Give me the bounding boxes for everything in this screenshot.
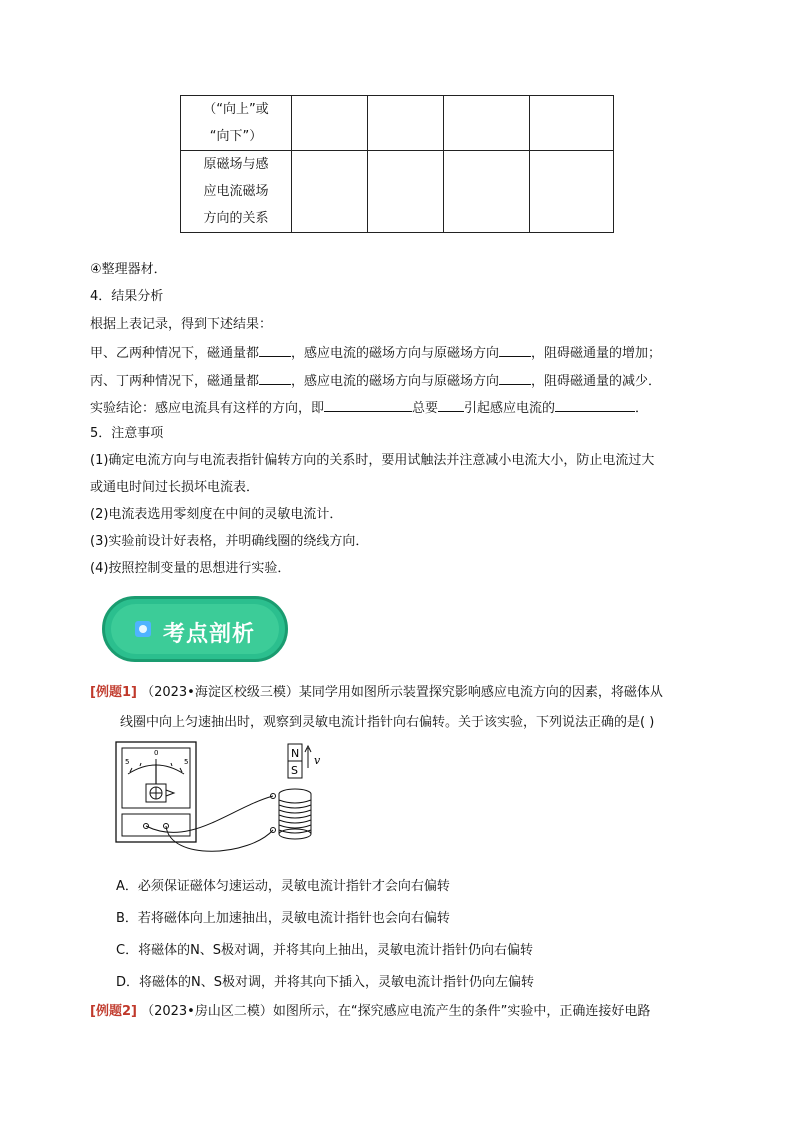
text: ，感应电流的磁场方向与原磁场方向 (291, 374, 500, 389)
table-cell (530, 96, 614, 151)
text: ，阻碍磁通量的减少． (531, 374, 662, 389)
table-cell-text: 方向的关系 (203, 211, 269, 226)
table-cell (292, 151, 368, 233)
fill-blank (499, 344, 531, 357)
text: ，感应电流的磁场方向与原磁场方向 (291, 346, 500, 361)
magnet-n-label: N (291, 747, 300, 760)
observation-table (180, 95, 614, 233)
badge-label: 考点剖析 (163, 622, 256, 647)
example-tag: [例题2] (90, 1004, 137, 1019)
experiment-figure (110, 738, 340, 860)
scale-label-left: 5 (125, 758, 130, 766)
text: 总要 (412, 401, 439, 416)
text: 甲、乙两种情况下，磁通量都 (90, 346, 260, 361)
fill-blank (259, 372, 291, 385)
table-cell-text: 原磁场与感 (203, 157, 269, 172)
table-row-header (181, 151, 292, 233)
option-b: B．若将磁体向上加速抽出，灵敏电流计指针也会向右偏转 (116, 911, 450, 926)
fill-blank (259, 344, 291, 357)
fill-blank (324, 399, 412, 412)
option-c: C．将磁体的N、S极对调，并将其向上抽出，灵敏电流计指针仍向右偏转 (116, 943, 534, 958)
table-cell-text: （“向上”或 (203, 102, 269, 117)
text: 实验结论：感应电流具有这样的方向，即 (90, 401, 325, 416)
table-cell-text: “向下”） (209, 129, 263, 144)
example-1-line-1 (90, 685, 663, 701)
note-1: (1)确定电流方向与电流表指针偏转方向的关系时，要用试触法并注意减小电流大小，防止电流过大 (90, 453, 655, 468)
result-line-2 (90, 372, 661, 390)
text: 丙、丁两种情况下，磁通量都 (90, 374, 260, 389)
section-heading-5: 5．注意事项 (90, 426, 164, 441)
galvanometer-base (122, 814, 190, 836)
note-4: (4)按照控制变量的思想进行实验． (90, 561, 291, 576)
fill-blank (499, 372, 531, 385)
note-3: (3)实验前设计好表格，并明确线圈的绕线方向． (90, 534, 369, 549)
example-source: （2023•海淀区校级三模） (141, 685, 299, 700)
option-d: D．将磁体的N、S极对调，并将其向下插入，灵敏电流计指针仍向左偏转 (116, 975, 534, 990)
step-4: ④整理器材． (90, 262, 167, 277)
result-intro: 根据上表记录，得到下述结果： (90, 317, 273, 332)
table-cell (368, 151, 444, 233)
section-heading-4: 4．结果分析 (90, 289, 164, 304)
table-cell (444, 96, 530, 151)
example-text: 如图所示，在“探究感应电流产生的条件”实验中，正确连接好电路 (272, 1004, 651, 1019)
example-1-line-2: 线圈中向上匀速抽出时，观察到灵敏电流计指针向右偏转。关于该实验，下列说法正确的是( ) (120, 715, 655, 730)
scale-label-right: 5 (184, 758, 189, 766)
badge-square-icon (135, 621, 151, 637)
note-2: (2)电流表选用零刻度在中间的灵敏电流计． (90, 507, 343, 522)
section-badge (102, 596, 288, 662)
table-row (181, 151, 614, 233)
table-cell (292, 96, 368, 151)
velocity-label: v (314, 754, 321, 767)
example-2-line-1 (90, 1004, 650, 1020)
result-line-3 (90, 399, 648, 417)
fill-blank (438, 399, 464, 412)
example-source: （2023•房山区二模） (141, 1004, 273, 1019)
table-cell (444, 151, 530, 233)
table-cell (368, 96, 444, 151)
example-text: 某同学用如图所示装置探究影响感应电流方向的因素，将磁体从 (298, 685, 663, 700)
option-a: A．必须保证磁体匀速运动，灵敏电流计指针才会向右偏转 (116, 879, 450, 894)
table-row (181, 96, 614, 151)
table-cell (530, 151, 614, 233)
result-line-1 (90, 344, 661, 362)
text: ． (635, 401, 649, 416)
example-tag: [例题1] (90, 685, 137, 700)
note-1-cont: 或通电时间过长损坏电流表． (90, 480, 260, 495)
table-cell-text: 应电流磁场 (203, 184, 269, 199)
scale-label-zero: 0 (154, 749, 159, 757)
text: ，阻碍磁通量的增加； (531, 346, 662, 361)
table-row-header (181, 96, 292, 151)
fill-blank (555, 399, 635, 412)
magnet-s-label: S (291, 764, 298, 777)
text: 引起感应电流的 (464, 401, 556, 416)
